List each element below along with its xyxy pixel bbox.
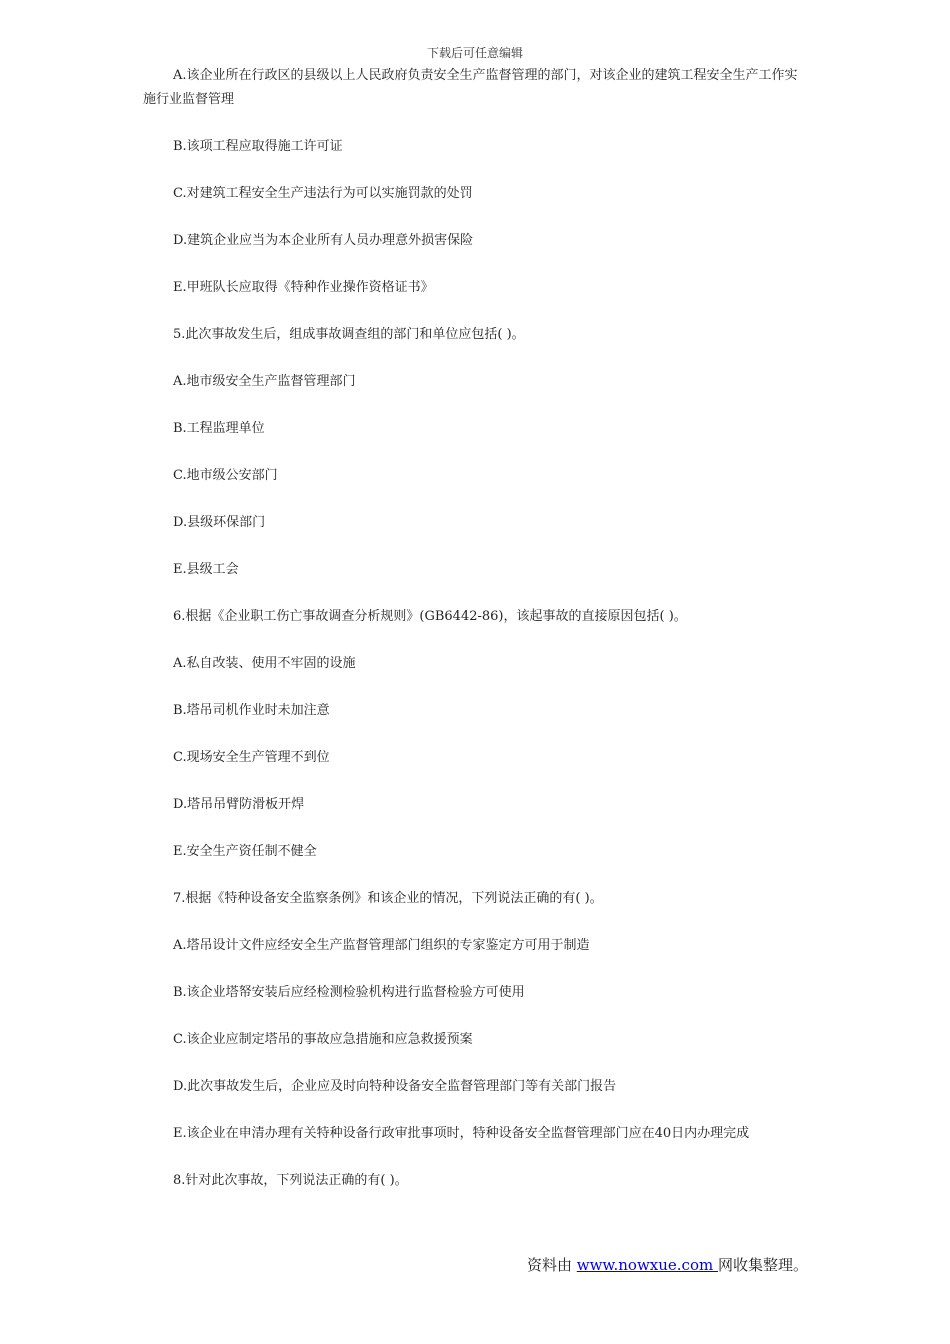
q5-option-e: E.县级工会	[173, 562, 239, 577]
option-d-paragraph: D.建筑企业应当为本企业所有人员办理意外损害保险	[173, 233, 474, 248]
q6-option-b: B.塔吊司机作业时未加注意	[173, 703, 330, 718]
question-7: 7.根据《特种设备安全监察条例》和该企业的情况，下列说法正确的有( )。	[173, 891, 603, 906]
q6-option-e: E.安全生产资任制不健全	[173, 844, 317, 859]
document-body	[143, 64, 808, 1216]
question-6: 6.根据《企业职工伤亡事故调查分析规则》(GB6442-86)，该起事故的直接原因包括( )。	[173, 609, 687, 624]
option-b-paragraph: B.该项工程应取得施工许可证	[173, 139, 343, 154]
q7-option-d: D.此次事故发生后，企业应及时向特种设备安全监督管理部门等有关部门报告	[173, 1079, 617, 1094]
q5-option-b: B.工程监理单位	[173, 421, 265, 436]
q5-option-d: D.县级环保部门	[173, 515, 266, 530]
q7-option-a: A.塔吊设计文件应经安全生产监督管理部门组织的专家鉴定方可用于制造	[173, 938, 590, 953]
q5-option-c: C.地市级公安部门	[173, 468, 278, 483]
q6-option-d: D.塔吊吊臂防滑板开焊	[173, 797, 305, 812]
footer-prefix: 资料由	[526, 1256, 577, 1274]
footer-suffix: 网收集整理。	[717, 1256, 808, 1274]
q7-option-b: B.该企业塔帑安装后应经检测检验机构进行监督检验方可使用	[173, 985, 525, 1000]
q6-option-c: C.现场安全生产管理不到位	[173, 750, 330, 765]
q6-option-a: A.私自改装、使用不牢固的设施	[173, 656, 356, 671]
option-e-paragraph: E.甲班队长应取得《特种作业操作资格证书》	[173, 280, 434, 295]
page-footer	[527, 1254, 808, 1275]
question-5: 5.此次事故发生后，组成事故调查组的部门和单位应包括( )。	[173, 327, 525, 342]
q7-option-c: C.该企业应制定塔吊的事故应急措施和应急救援预案	[173, 1032, 473, 1047]
q7-option-e: E.该企业在申清办理有关特种设备行政审批事项时，特种设备安全监督管理部门应在40日内办理完成	[173, 1126, 750, 1141]
page-header: 下载后可任意编辑	[426, 46, 523, 60]
question-8: 8.针对此次事故，下列说法正确的有( )。	[173, 1173, 408, 1188]
footer-website-link[interactable]: www.nowxue.com	[576, 1256, 718, 1274]
option-a-paragraph: A.该企业所在行政区的县级以上人民政府负责安全生产监督管理的部门，对该企业的建筑工程安全生产工作实施行业监督管理	[143, 68, 798, 107]
option-c-paragraph: C.对建筑工程安全生产违法行为可以实施罚款的处罚	[173, 186, 473, 201]
q5-option-a: A.地市级安全生产监督管理部门	[173, 374, 356, 389]
